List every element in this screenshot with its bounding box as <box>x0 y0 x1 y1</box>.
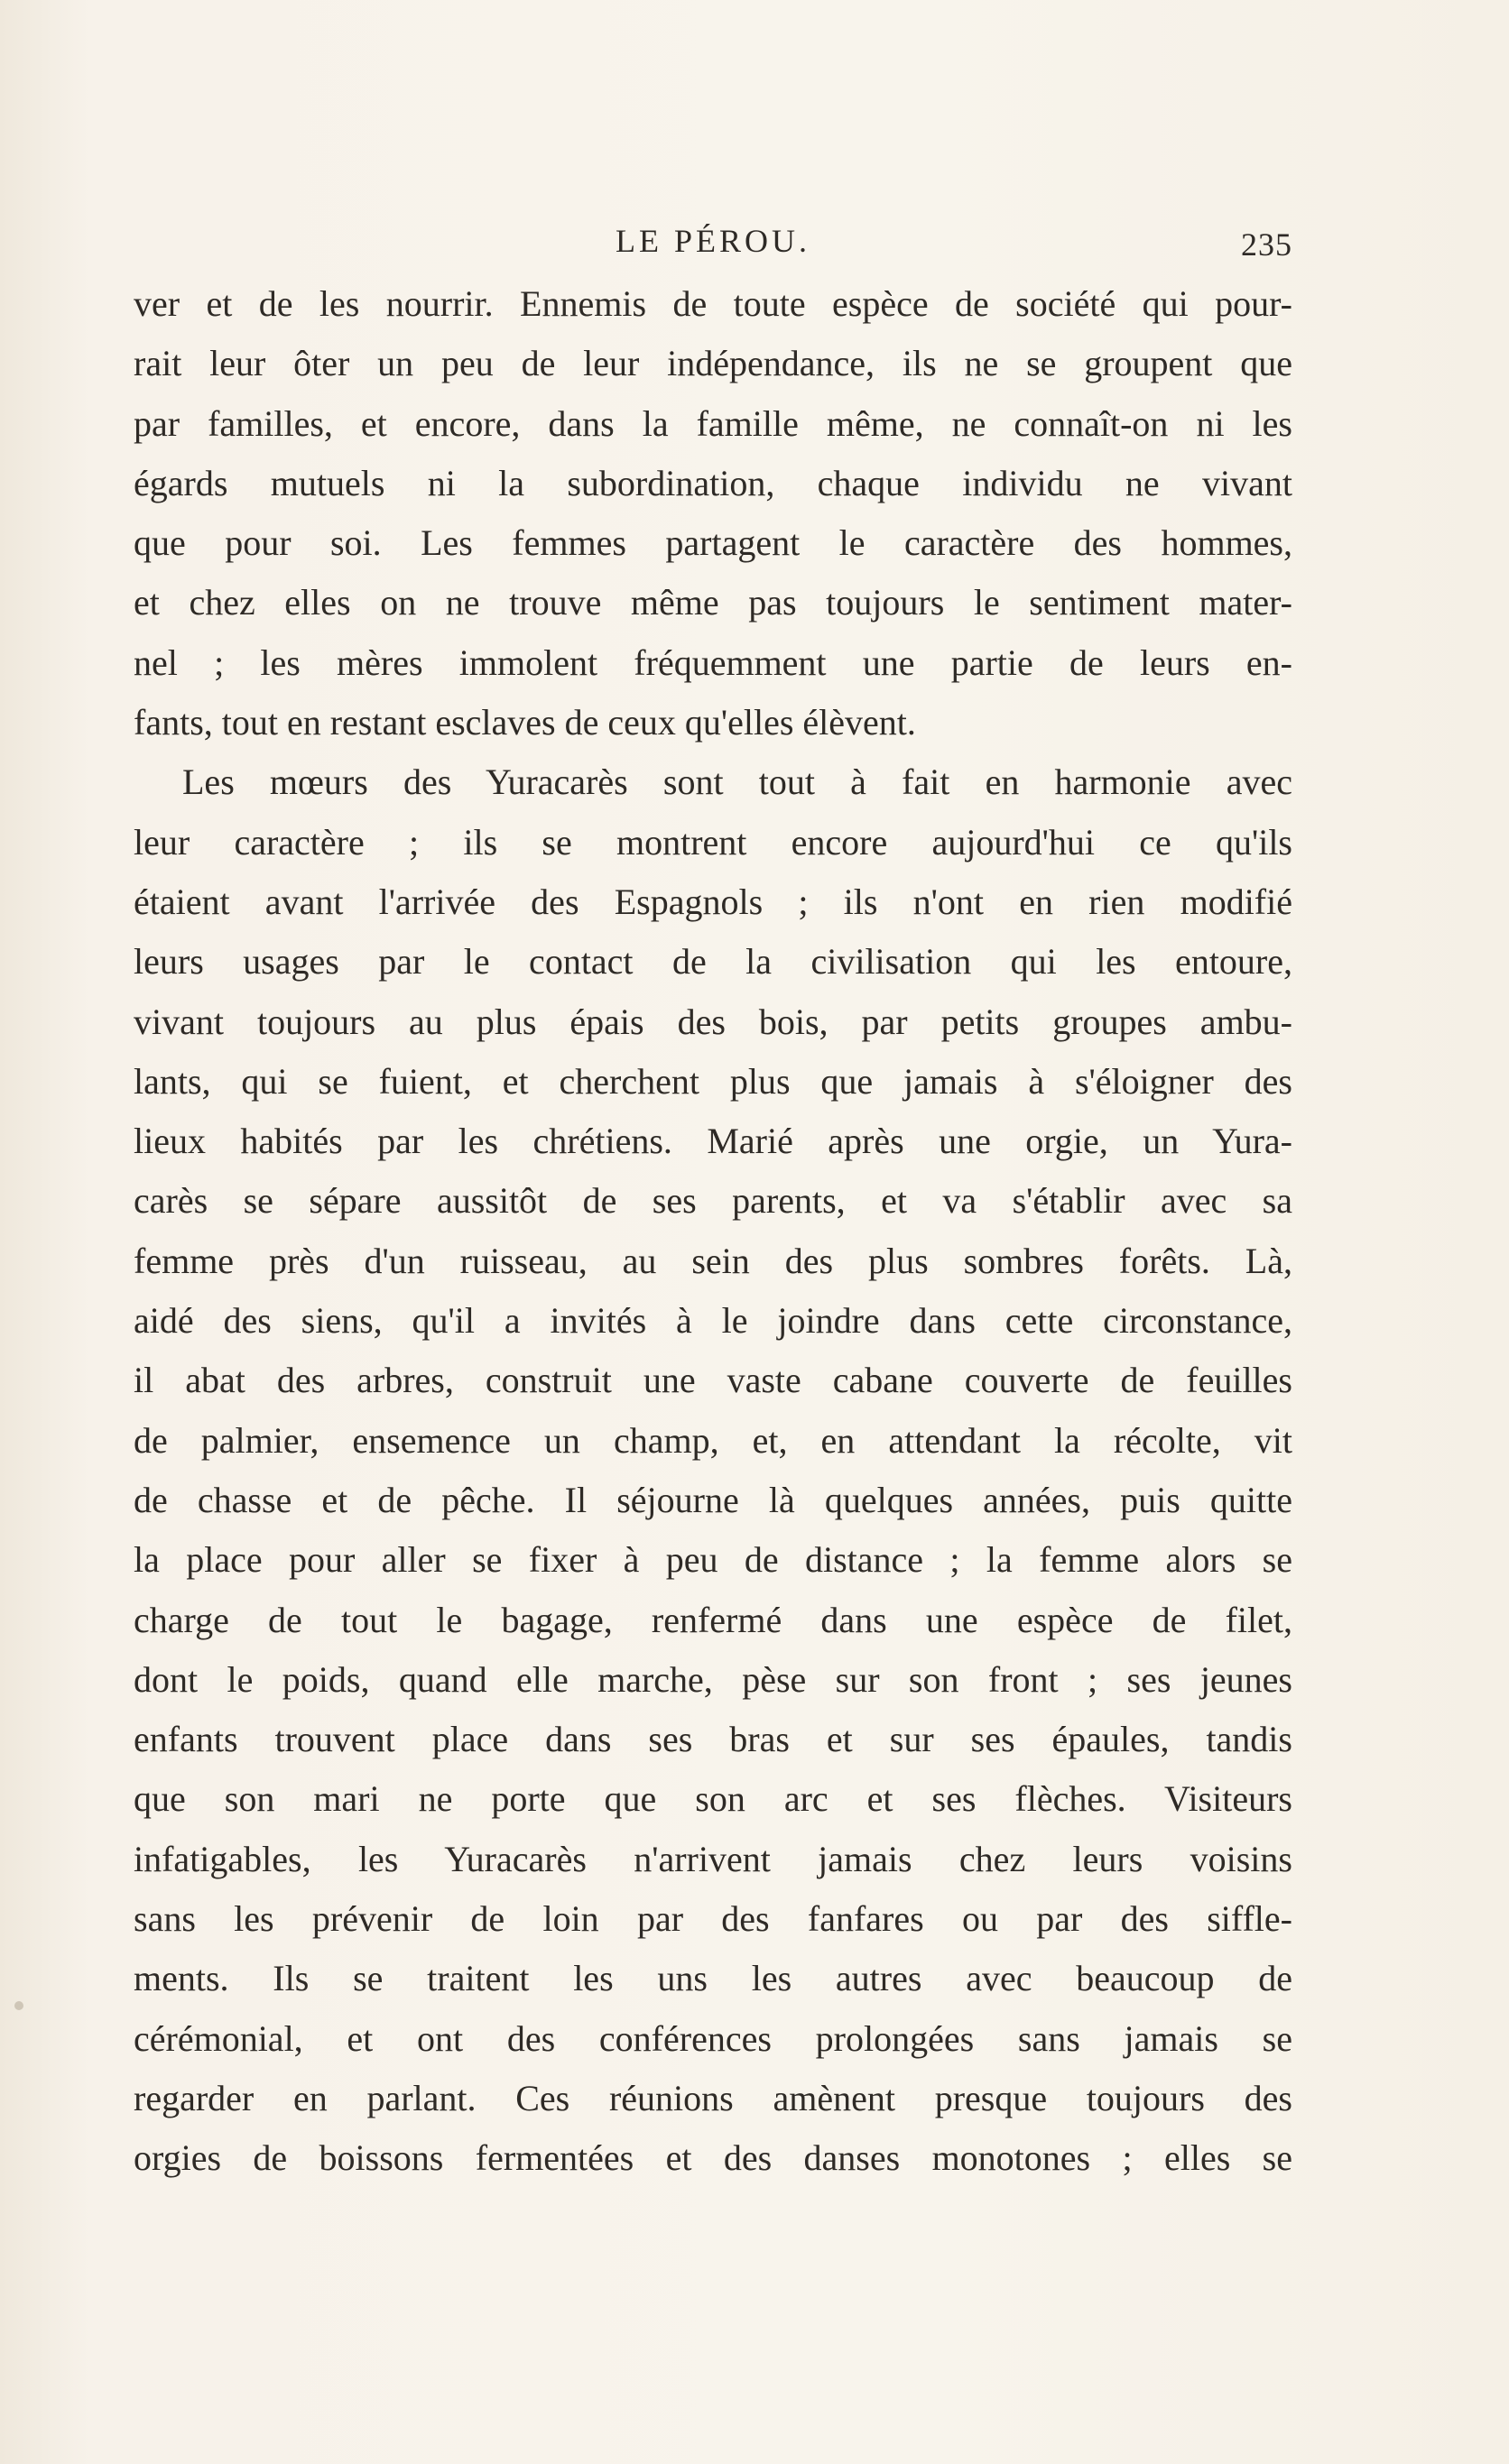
text-line: ments. Ils se traitent les uns les autres avec beaucoup de <box>134 1958 1292 1999</box>
text-line: lieux habités par les chrétiens. Marié après une orgie, un Yura- <box>134 1121 1292 1162</box>
text-line: leurs usages par le contact de la civilisation qui les entoure, <box>134 941 1292 983</box>
text-line: nel ; les mères immolent fréquemment une partie de leurs en- <box>134 641 1292 683</box>
text-line: il abat des arbres, construit une vaste cabane couverte de feuilles <box>134 1360 1292 1401</box>
text-line: étaient avant l'arrivée des Espagnols ; ils n'ont en rien modifié <box>134 881 1292 922</box>
text-line: femme près d'un ruisseau, au sein des plus sombres forêts. Là, <box>134 1240 1292 1281</box>
text-line: enfants trouvent place dans ses bras et sur ses épaules, tandis <box>134 1719 1292 1760</box>
text-line: sans les prévenir de loin par des fanfares ou par des siffle- <box>134 1898 1292 1940</box>
text-line: de palmier, ensemence un champ, et, en attendant la récolte, vit <box>134 1419 1292 1461</box>
running-title: LE PÉROU. <box>616 223 810 259</box>
text-line: infatigables, les Yuracarès n'arrivent jamais chez leurs voisins <box>134 1838 1292 1879</box>
text-line: et chez elles on ne trouve même pas toujours le sentiment mater- <box>134 582 1292 623</box>
text-line: que son mari ne porte que son arc et ses flèches. Visiteurs <box>134 1778 1292 1820</box>
text-line: que pour soi. Les femmes partagent le caractère des hommes, <box>134 522 1292 564</box>
text-line: Les mœurs des Yuracarès sont tout à fait en harmonie avec <box>182 761 1292 803</box>
page-number: 235 <box>1241 226 1292 263</box>
text-line: de chasse et de pêche. Il séjourne là quelques années, puis quitte <box>134 1479 1292 1520</box>
text-line: vivant toujours au plus épais des bois, par petits groupes ambu- <box>134 1001 1292 1042</box>
text-line: rait leur ôter un peu de leur indépendance, ils ne se groupent que <box>134 343 1292 384</box>
text-line: regarder en parlant. Ces réunions amènent presque toujours des <box>134 2077 1292 2118</box>
text-line: la place pour aller se fixer à peu de distance ; la femme alors se <box>134 1539 1292 1581</box>
text-line: aidé des siens, qu'il a invités à le joindre dans cette circonstance, <box>134 1300 1292 1342</box>
body-text <box>134 274 1292 2189</box>
text-line: égards mutuels ni la subordination, chaque individu ne vivant <box>134 462 1292 503</box>
text-line: fants, tout en restant esclaves de ceux qu'elles élèvent. <box>134 702 916 743</box>
text-line: leur caractère ; ils se montrent encore aujourd'hui ce qu'ils <box>134 821 1292 863</box>
text-line: carès se sépare aussitôt de ses parents, et va s'établir avec sa <box>134 1180 1292 1222</box>
text-line: par familles, et encore, dans la famille même, ne connaît-on ni les <box>134 402 1292 444</box>
text-line: charge de tout le bagage, renfermé dans une espèce de filet, <box>134 1599 1292 1640</box>
text-line: lants, qui se fuient, et cherchent plus que jamais à s'éloigner des <box>134 1060 1292 1102</box>
text-line: ver et de les nourrir. Ennemis de toute espèce de société qui pour- <box>134 283 1292 324</box>
text-line: cérémonial, et ont des conférences prolongées sans jamais se <box>134 2017 1292 2059</box>
text-line: orgies de boissons fermentées et des danses monotones ; elles se <box>134 2137 1292 2179</box>
text-line: dont le poids, quand elle marche, pèse sur son front ; ses jeunes <box>134 1658 1292 1700</box>
running-head <box>134 217 1292 271</box>
paper-speck <box>14 2001 23 2010</box>
